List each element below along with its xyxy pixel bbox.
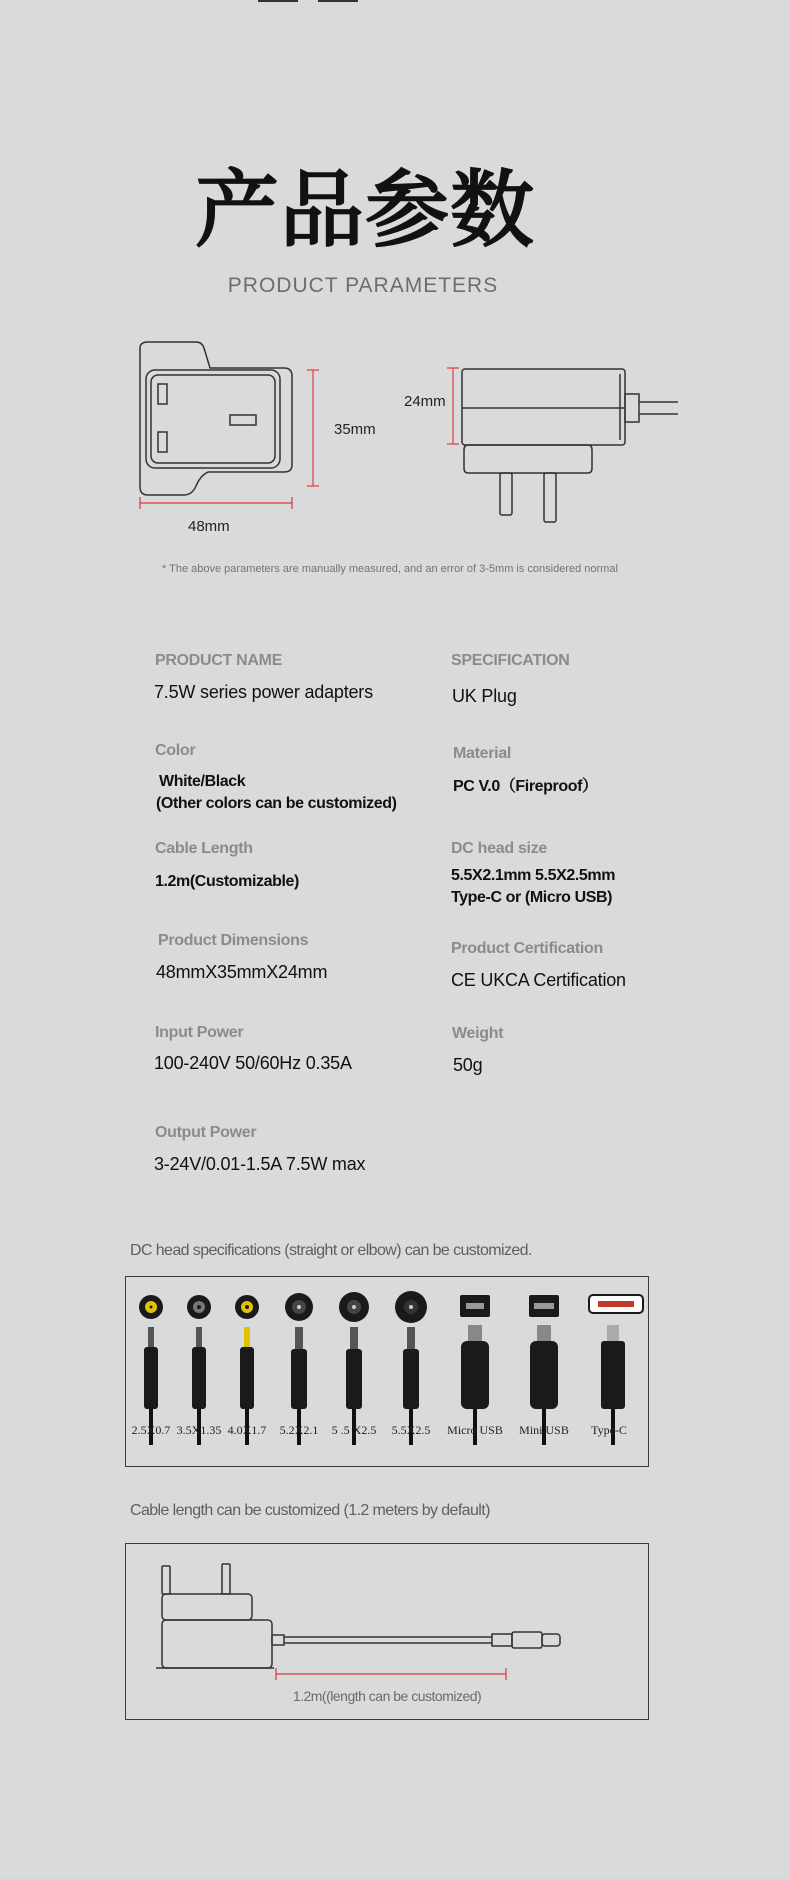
spec-value-product-name: 7.5W series power adapters [154,682,373,702]
height-dimension-label: 35mm [334,421,376,438]
page-title-cn: 产品参数 [194,161,535,259]
dc-plug-label: 5.2X2.1 [279,1423,319,1437]
dc-plug-label: 3.5X1.35 [176,1423,222,1437]
width-dimension-line [138,496,294,510]
spec-value-cable-length: 1.2m(Customizable) [155,873,299,890]
cable-section-heading: Cable length can be customized (1.2 meters by default) [130,1502,490,1519]
spec-label-input-power: Input Power [155,1024,244,1041]
spec-label-weight: Weight [452,1025,504,1042]
adapter-front-drawing [130,340,310,520]
cable-box [125,1543,649,1720]
dc-plug-label: Micro USB [447,1423,503,1437]
spec-value-dc-head-line2: Type-C or (Micro USB) [451,889,613,906]
dc-plug-label: 5 .5 X2.5 [331,1423,377,1437]
spec-value-material: PC V.0（Fireproof） [453,778,598,795]
spec-value-product-dimensions: 48mmX35mmX24mm [156,962,328,982]
spec-value-color-line2: (Other colors can be customized) [156,795,397,812]
spec-label-color: Color [155,742,196,759]
dc-plug-label: 5.5X2.5 [391,1423,431,1437]
spec-label-material: Material [453,745,512,762]
spec-label-specification: SPECIFICATION [451,652,570,669]
spec-label-product-dimensions: Product Dimensions [158,932,309,949]
depth-dimension-line [446,366,460,446]
spec-label-output-power: Output Power [155,1124,257,1141]
cable-length-caption: 1.2m((length can be customized) [292,1688,482,1704]
dc-plug-label: 2.5X0.7 [131,1423,171,1437]
dc-plug-label: Type-C [591,1423,627,1437]
spec-value-color-line1: White/Black [159,773,246,790]
spec-value-product-certification: CE UKCA Certification [451,970,626,990]
dc-section-heading: DC head specifications (straight or elbow) can be customized. [130,1242,532,1259]
dc-plug-label: 4.0X1.7 [227,1423,267,1437]
measurement-note: * The above parameters are manually measured, and an error of 3-5mm is considered normal [162,563,618,575]
top-image-fragment [258,0,370,2]
width-dimension-label: 48mm [188,518,230,535]
depth-dimension-label: 24mm [404,393,446,410]
spec-label-product-certification: Product Certification [451,940,603,957]
spec-value-weight: 50g [453,1055,483,1075]
spec-value-output-power: 3-24V/0.01-1.5A 7.5W max [154,1154,366,1174]
page-title-en: PRODUCT PARAMETERS [227,274,499,297]
dc-heads-box [125,1276,649,1467]
spec-value-input-power: 100-240V 50/60Hz 0.35A [154,1053,352,1073]
spec-value-dc-head-line1: 5.5X2.1mm 5.5X2.5mm [451,867,616,884]
adapter-side-drawing [458,364,680,524]
spec-value-specification: UK Plug [452,686,517,706]
height-dimension-line [306,368,320,488]
spec-label-cable-length: Cable Length [155,840,253,857]
spec-label-product-name: PRODUCT NAME [155,652,283,669]
dc-plug-label: Mini USB [519,1423,569,1437]
spec-label-dc-head-size: DC head size [451,840,547,857]
